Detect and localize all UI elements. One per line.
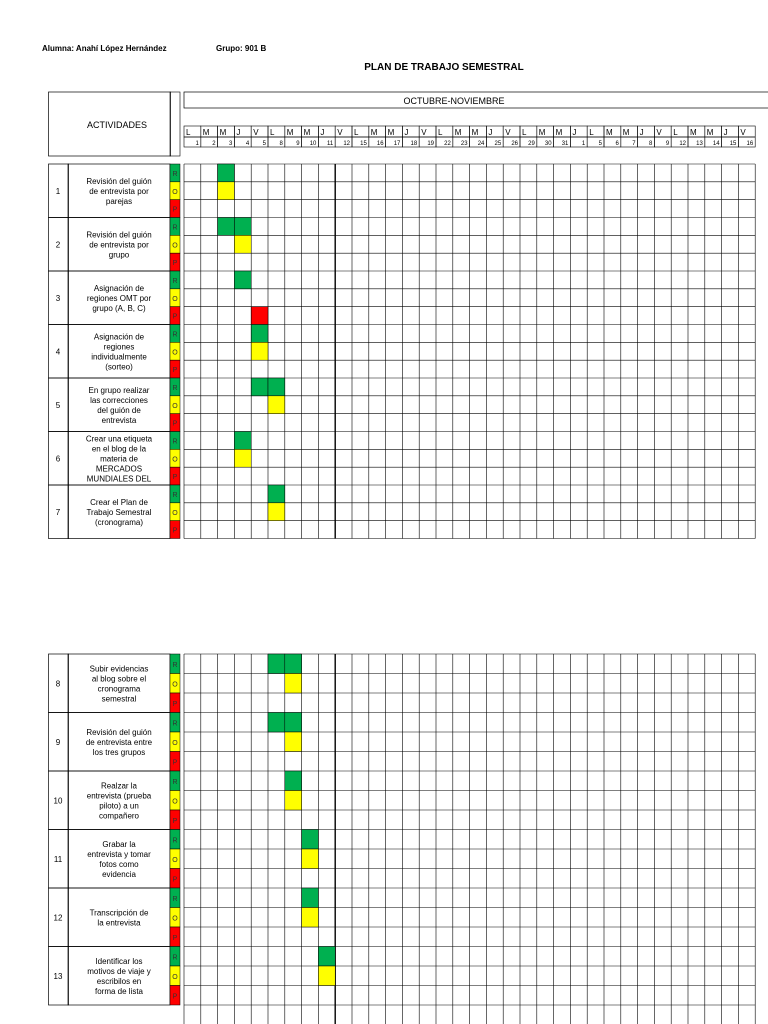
activity-description-line: grupo — [108, 250, 130, 260]
status-code: P — [172, 313, 178, 321]
activity-description-line: regiones — [103, 342, 135, 352]
status-code: P — [172, 527, 178, 535]
day-letter: M — [471, 128, 479, 137]
schedule-grid-1 — [48, 88, 754, 544]
schedule-mark-O — [285, 791, 302, 811]
status-code: P — [172, 700, 178, 708]
activity-description-line: la entrevista — [97, 918, 141, 928]
activity-number: 4 — [55, 347, 61, 357]
day-letter: M — [387, 128, 395, 137]
day-number: 25 — [494, 141, 502, 147]
activity-description-line: Revisión del guión — [86, 176, 152, 186]
day-letter: M — [622, 128, 630, 137]
activity-number: 7 — [55, 507, 61, 517]
activity-text-cell — [68, 947, 170, 1006]
activity-description-line: al blog sobre el — [91, 674, 147, 684]
page-title: PLAN DE TRABAJO SEMESTRAL — [364, 62, 524, 73]
day-letter: M — [202, 128, 210, 137]
day-number: 5 — [598, 141, 602, 147]
status-code: R — [172, 954, 178, 962]
schedule-mark-R — [268, 485, 285, 503]
day-letter: J — [572, 128, 577, 137]
day-letter: J — [404, 128, 409, 137]
schedule-mark-R — [218, 164, 235, 182]
day-number: 4 — [245, 141, 250, 147]
header-status-spacer — [170, 92, 180, 156]
status-code: O — [172, 295, 178, 303]
activity-description-line: materia de — [100, 454, 138, 464]
day-letter: M — [454, 128, 462, 137]
day-number: 16 — [376, 141, 384, 147]
activity-description-line: cronograma — [97, 684, 141, 694]
day-number: 16 — [746, 141, 754, 147]
activity-description-line: MUNDIALES DEL — [86, 474, 152, 484]
schedule-mark-R — [285, 713, 302, 733]
day-number: 12 — [679, 141, 686, 147]
day-letter: J — [320, 128, 325, 137]
activity-number: 12 — [53, 913, 63, 923]
activity-number: 6 — [55, 454, 61, 464]
activity-description-line: MERCADOS — [95, 464, 143, 474]
activity-description-line: Crear una etiqueta — [85, 434, 153, 444]
day-letter: V — [656, 128, 662, 137]
status-code: O — [172, 456, 178, 464]
day-number: 1 — [195, 141, 199, 147]
schedule-mark-O — [302, 908, 319, 928]
status-code: P — [172, 934, 178, 942]
status-code: P — [172, 367, 178, 375]
activity-description-line: compañero — [98, 811, 140, 821]
schedule-mark-R — [234, 218, 251, 236]
schedule-mark-O — [234, 449, 251, 467]
day-letter: L — [673, 128, 678, 137]
day-number: 11 — [326, 141, 334, 147]
day-number: 2 — [212, 141, 216, 147]
schedule-mark-O — [268, 503, 285, 521]
activity-number: 11 — [53, 854, 63, 864]
day-letter: M — [606, 128, 613, 137]
day-number: 23 — [460, 141, 468, 147]
activity-description-line: En grupo realizar — [88, 385, 150, 395]
day-number: 3 — [229, 141, 233, 147]
activity-description-line: piloto) a un — [99, 801, 139, 811]
activity-description-line: Subir evidencias — [89, 664, 149, 674]
activity-description-line: Identificar los — [95, 956, 143, 966]
activity-description-line: las correcciones — [90, 395, 148, 405]
day-letter: M — [370, 128, 378, 137]
activity-description-line: Crear el Plan de — [90, 497, 148, 507]
day-letter: V — [505, 128, 511, 137]
activity-description-line: escribilos en — [96, 976, 142, 986]
day-number: 22 — [444, 141, 451, 147]
activity-description-line: los tres grupos — [92, 747, 146, 757]
activity-number: 3 — [55, 293, 61, 303]
status-code: R — [172, 438, 178, 446]
schedule-mark-R — [268, 378, 285, 396]
status-code: P — [172, 759, 178, 767]
schedule-mark-O — [268, 396, 285, 414]
activity-description-line: Grabar la — [102, 839, 136, 849]
day-letter: L — [354, 128, 359, 137]
schedule-mark-R — [234, 271, 251, 289]
day-letter: L — [438, 128, 443, 137]
activity-description-line: entrevista — [101, 415, 137, 425]
schedule-mark-R — [285, 654, 302, 674]
status-code: R — [172, 778, 178, 786]
activity-number: 2 — [55, 240, 61, 250]
activity-number: 10 — [53, 796, 63, 806]
day-letter: M — [286, 128, 294, 137]
day-letter: V — [253, 128, 259, 137]
activity-text-cell — [68, 654, 170, 713]
day-number: 15 — [360, 141, 367, 147]
day-letter: J — [488, 128, 493, 137]
status-code: R — [172, 170, 178, 178]
activity-number: 1 — [55, 186, 61, 196]
status-code: O — [172, 188, 178, 196]
day-letter: J — [236, 128, 241, 137]
status-code: P — [172, 260, 178, 268]
activity-description-line: (sorteo) — [105, 362, 133, 372]
status-code: O — [172, 242, 178, 250]
activity-description-line: de entrevista por — [89, 240, 149, 250]
day-letter: M — [538, 128, 546, 137]
activity-description-line: forma de lista — [94, 986, 144, 996]
day-letter: L — [270, 128, 275, 137]
schedule-mark-R — [285, 771, 302, 791]
status-code: O — [172, 798, 178, 806]
status-code: O — [172, 681, 178, 689]
activity-description-line: Realzar la — [100, 781, 138, 791]
activity-description-line: Revisión del guión — [86, 230, 152, 240]
day-number: 12 — [343, 141, 350, 147]
day-number: 13 — [696, 141, 703, 147]
day-letter: M — [219, 128, 227, 137]
activity-description-line: parejas — [105, 196, 133, 206]
status-code: R — [172, 384, 178, 392]
schedule-grid-2 — [48, 646, 728, 1024]
schedule-mark-O — [302, 849, 319, 869]
status-code: R — [172, 720, 178, 728]
day-number: 19 — [427, 141, 434, 147]
status-code: O — [172, 856, 178, 864]
activity-description-line: del guión de — [97, 405, 141, 415]
status-code: R — [172, 224, 178, 232]
activity-description-line: Asignación de — [93, 283, 145, 293]
day-number: 17 — [393, 141, 401, 147]
schedule-mark-R — [218, 218, 235, 236]
schedule-mark-O — [285, 732, 302, 752]
status-code: P — [172, 206, 178, 214]
day-number: 6 — [615, 141, 619, 147]
activity-description-line: semestral — [101, 694, 137, 704]
schedule-table-page-1 — [48, 88, 754, 544]
status-code: R — [172, 661, 178, 669]
status-code: R — [172, 331, 178, 339]
activity-description-line: (cronograma) — [94, 517, 144, 527]
activity-description-line: individualmente — [91, 352, 147, 362]
activity-description-line: fotos como — [99, 859, 139, 869]
activity-description-line: Asignación de — [93, 332, 145, 342]
day-number: 18 — [410, 141, 418, 147]
day-number: 1 — [581, 141, 586, 147]
day-letter: M — [303, 128, 311, 137]
day-number: 26 — [511, 141, 518, 147]
activity-description-line: Transcripción de — [89, 908, 149, 918]
schedule-mark-R — [318, 947, 335, 967]
day-number: 24 — [477, 141, 485, 147]
day-number: 8 — [649, 141, 653, 147]
activities-header: ACTIVIDADES — [86, 120, 148, 130]
status-code: R — [172, 277, 178, 285]
day-letter: L — [522, 128, 527, 137]
activity-description-line: grupo (A, B, C) — [92, 303, 146, 313]
day-number: 29 — [528, 141, 535, 147]
status-code: R — [172, 837, 178, 845]
month-header: OCTUBRE-NOVIEMBRE — [403, 96, 505, 106]
activity-description-line: evidencia — [102, 869, 136, 879]
activity-description-line: Revisión del guión — [86, 727, 152, 737]
status-code: O — [172, 915, 178, 923]
day-letter: M — [555, 128, 563, 137]
day-number: 5 — [262, 141, 266, 147]
activity-number: 13 — [53, 971, 63, 981]
day-letter: J — [723, 128, 728, 137]
schedule-mark-R — [234, 432, 251, 450]
status-code: P — [172, 993, 178, 1001]
activity-description-line: Trabajo Semestral — [86, 507, 152, 517]
day-letter: L — [186, 128, 191, 137]
activity-description-line: de entrevista entre — [85, 737, 153, 747]
schedule-mark-R — [268, 713, 285, 733]
schedule-mark-O — [234, 235, 251, 253]
status-code: P — [172, 876, 178, 884]
day-letter: J — [639, 128, 644, 137]
day-letter: V — [421, 128, 427, 137]
student-name: Alumna: Anahí López Hernández — [42, 44, 167, 53]
status-code: P — [172, 420, 178, 428]
status-code: R — [172, 895, 178, 903]
schedule-mark-P — [251, 307, 268, 325]
day-number: 8 — [279, 141, 283, 147]
status-code: P — [172, 474, 178, 482]
schedule-mark-O — [218, 182, 235, 200]
status-code: O — [172, 509, 178, 517]
schedule-table-page-2 — [48, 646, 728, 1024]
activity-text-cell — [68, 771, 170, 830]
status-code: O — [172, 402, 178, 410]
activity-description-line: motivos de viaje y — [87, 966, 151, 976]
day-letter: V — [740, 128, 746, 137]
activity-description-line: en el blog de la — [91, 444, 147, 454]
activity-description-line: entrevista (prueba — [86, 791, 152, 801]
day-letter: M — [706, 128, 714, 137]
status-code: P — [172, 817, 178, 825]
activity-number: 9 — [55, 737, 61, 747]
day-number: 10 — [309, 141, 317, 147]
schedule-mark-O — [318, 966, 335, 986]
schedule-mark-R — [302, 888, 319, 908]
day-letter: V — [337, 128, 343, 137]
schedule-mark-O — [285, 674, 302, 694]
group-label: Grupo: 901 B — [216, 44, 267, 53]
schedule-mark-R — [251, 378, 268, 396]
day-number: 9 — [296, 141, 300, 147]
activity-text-cell — [68, 830, 170, 889]
activity-number: 8 — [55, 679, 61, 689]
day-number: 9 — [665, 141, 670, 147]
day-number: 31 — [561, 141, 569, 147]
activity-text-cell — [68, 888, 170, 947]
schedule-mark-R — [251, 325, 268, 343]
activity-number: 5 — [55, 400, 61, 410]
status-code: R — [172, 491, 178, 499]
day-letter: M — [690, 128, 697, 137]
activity-description-line: entrevista y tomar — [87, 849, 151, 859]
schedule-mark-R — [268, 654, 285, 674]
day-number: 15 — [729, 141, 737, 147]
activity-description-line: de entrevista por — [89, 186, 149, 196]
schedule-mark-O — [251, 342, 268, 360]
schedule-mark-R — [302, 830, 319, 850]
status-code: O — [172, 739, 178, 747]
day-letter: L — [589, 128, 594, 137]
status-code: O — [172, 349, 178, 357]
day-number: 14 — [712, 141, 720, 147]
activity-description-line: regiones OMT por — [86, 293, 152, 303]
status-code: O — [172, 973, 178, 981]
day-number: 30 — [544, 141, 552, 147]
day-number: 7 — [632, 141, 636, 147]
